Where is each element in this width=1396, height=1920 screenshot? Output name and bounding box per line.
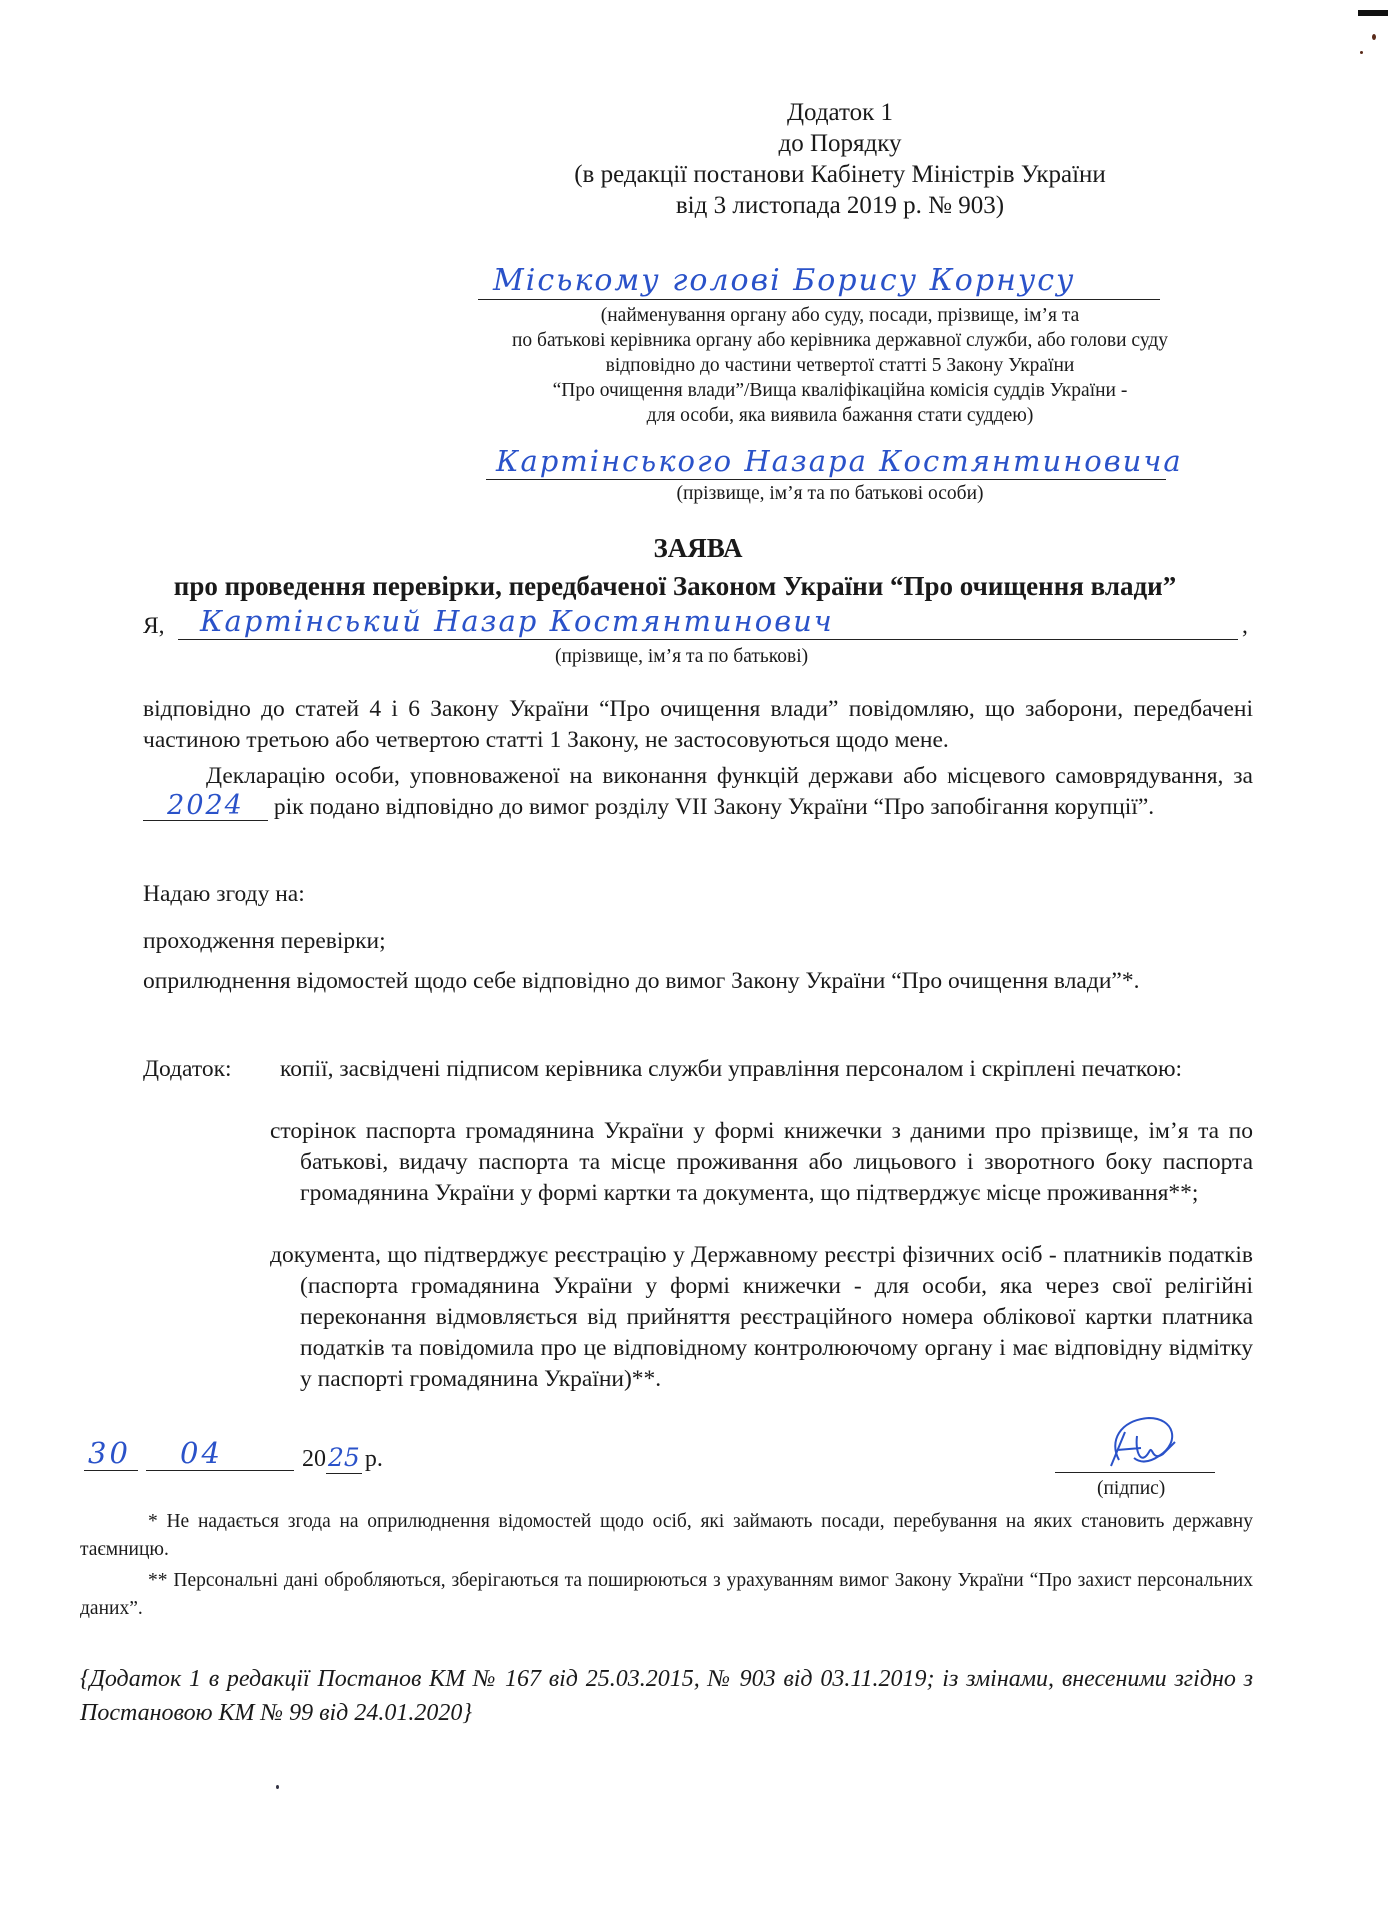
declaration-year-handwritten: 2024 — [167, 790, 244, 821]
statement-paragraph: відповідно до статей 4 і 6 Закону України “Про очищення влади” повідомляю, що заборони, передбачені частиною третьою або четвертою статті 1 Закону, не застосовуються щодо мене. — [143, 696, 1253, 753]
addressee-caption — [400, 303, 1280, 428]
attachment-intro — [270, 1054, 1253, 1085]
consent-intro: Надаю згоду на: — [143, 881, 305, 907]
date-day-handwritten: 30 — [88, 1436, 131, 1470]
document-header — [520, 97, 1160, 221]
caption-line: “Про очищення влади”/Вища кваліфікаційна комісія суддів України - — [552, 380, 1128, 401]
declaration-text-before: Декларацію особи, уповноваженої на виконання функцій держави або місцевого самоврядування, за — [206, 763, 1253, 789]
applicant-handwritten: Картінського Назара Костянтиновича — [496, 444, 1183, 478]
attachment-item-tax-registration — [270, 1240, 1253, 1395]
signature-caption: (підпис) — [1097, 1478, 1166, 1499]
header-line: Додаток 1 — [787, 99, 893, 126]
declaration-year-field[interactable] — [143, 790, 268, 821]
date-year-suffix-handwritten: 25 — [328, 1443, 360, 1472]
attachment-item-passport-text: сторінок паспорта громадянина України у формі книжечки з даними про прізвище, ім’я та по батькові, видачу паспорта та місце проживання або лицьового і зворотного боку паспорта громадянина України у формі картки та документа, що підтверджує місце проживання**; — [270, 1118, 1253, 1206]
caption-line: відповідно до частини четвертої статті 5 Закону України — [605, 355, 1075, 376]
attachment-item-passport — [270, 1116, 1253, 1209]
attachment-intro-text: копії, засвідчені підписом керівника служби управління персоналом і скріплені печаткою: — [280, 1056, 1183, 1082]
declarant-caption: (прізвище, ім’я та по батькові) — [555, 646, 809, 667]
handwritten-signature-icon — [1079, 1412, 1189, 1472]
header-line: від 3 листопада 2019 р. № 903) — [675, 192, 1005, 219]
consent-item-publication-text: оприлюднення відомостей щодо себе відповідно до вимог Закону України “Про очищення влади”*. — [143, 968, 1140, 994]
date-month-handwritten: 04 — [180, 1436, 223, 1470]
editorial-note — [80, 1662, 1253, 1730]
document-title: ЗАЯВА — [653, 533, 743, 563]
footnote-1 — [80, 1508, 1253, 1564]
scan-speck — [1360, 51, 1363, 54]
applicant-caption: (прізвище, ім’я та по батькові особи) — [676, 483, 984, 504]
date-year-suffix-field[interactable] — [326, 1444, 362, 1474]
scan-speck — [276, 1785, 279, 1789]
declarant-suffix: , — [1242, 613, 1248, 639]
header-line: (в редакції постанови Кабінету Міністрів України — [574, 161, 1106, 188]
date-year — [302, 1444, 383, 1474]
attachment-label: Додаток: — [143, 1056, 232, 1082]
footnote-1-text: * Не надається згода на оприлюднення відомостей щодо осіб, які займають посади, перебування на яких становить державну таємницю. — [80, 1511, 1253, 1560]
addressee-field[interactable] — [478, 263, 1160, 300]
scan-speck — [1372, 34, 1376, 40]
footnote-2-text: ** Персональні дані обробляються, зберігаються та поширюються з урахуванням вимог Закону України “Про захист персональних даних”. — [80, 1570, 1253, 1619]
editorial-note-text: {Додаток 1 в редакції Постанов КМ № 167 від 25.03.2015, № 903 від 03.11.2019; із змінами, внесеними згідно з Постановою КМ № 99 від 24.01.2020} — [80, 1666, 1253, 1726]
caption-line: по батькові керівника органу або керівника державної служби, або голови суду — [511, 330, 1169, 351]
date-month-field[interactable] — [146, 1436, 294, 1471]
footnote-2 — [80, 1567, 1253, 1623]
document-subtitle: про проведення перевірки, передбаченої Законом України “Про очищення влади” — [173, 571, 1177, 601]
declaration-paragraph — [143, 761, 1253, 823]
consent-item-verification: проходження перевірки; — [143, 928, 386, 954]
declaration-text-after: рік подано відповідно до вимог розділу VII Закону України “Про запобігання корупції”. — [273, 794, 1155, 820]
declarant-handwritten: Картінський Назар Костянтинович — [200, 604, 834, 638]
signature-field[interactable] — [1055, 1416, 1215, 1473]
declarant-field[interactable] — [178, 606, 1238, 640]
declarant-prefix: Я, — [143, 613, 165, 639]
applicant-field[interactable] — [486, 444, 1183, 480]
scan-edge-mark — [1358, 10, 1388, 16]
date-year-prefix: 20 — [302, 1446, 326, 1472]
header-line: до Порядку — [778, 130, 902, 157]
consent-item-publication — [80, 966, 1253, 997]
caption-line: (найменування органу або суду, посади, прізвище, ім’я та — [600, 305, 1080, 326]
caption-line: для особи, яка виявила бажання стати суддею) — [646, 405, 1034, 426]
attachment-item-tax-text: документа, що підтверджує реєстрацію у Державному реєстрі фізичних осіб - платників податків (паспорта громадянина України у формі книжечки - для особи, яка через свої релігійні переконання відмовляється від прийняття реєстраційного номера облікової картки платника податків та повідомила про це відповідному контролюючому органу і має відповідну відмітку у паспорті громадянина України)**. — [270, 1242, 1253, 1392]
date-day-field[interactable] — [84, 1436, 138, 1471]
date-year-unit: р. — [364, 1446, 383, 1472]
addressee-handwritten: Міському голові Борису Корнусу — [493, 263, 1076, 298]
